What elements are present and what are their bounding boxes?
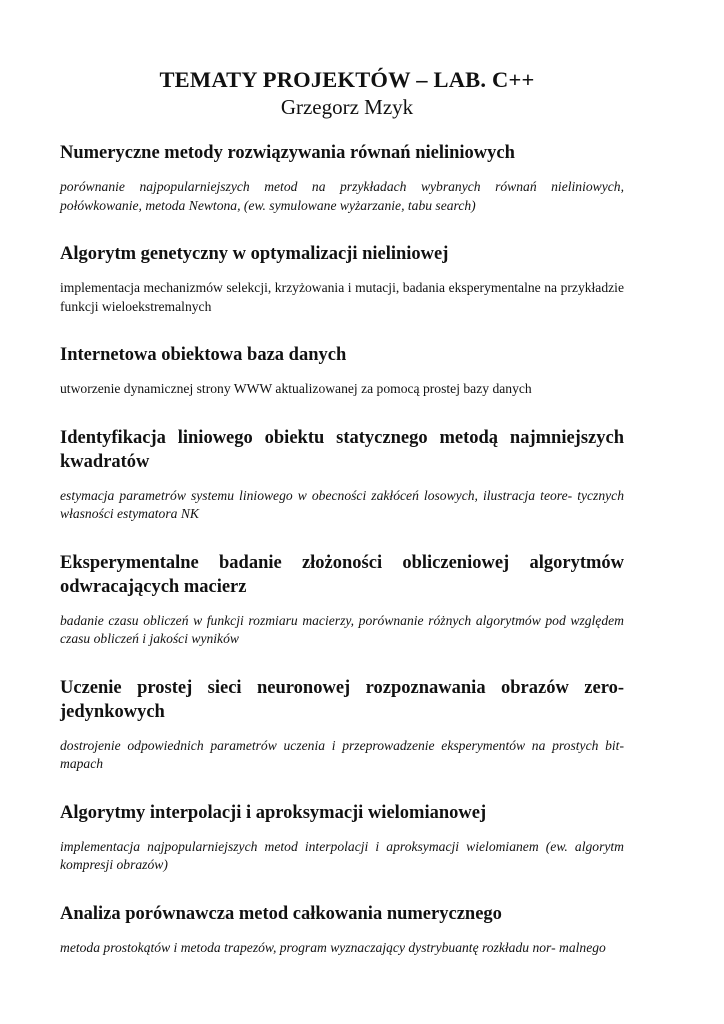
- topic-7: [60, 801, 624, 875]
- document-author: Grzegorz Mzyk: [280, 95, 414, 119]
- topic-title: Algorytm genetyczny w optymalizacji nieliniowej: [60, 244, 449, 264]
- topic-title: Uczenie prostej sieci neuronowej rozpoznawania obrazów zero-jedynkowych: [60, 677, 624, 722]
- topic-5: [60, 551, 624, 649]
- topic-description: implementacja mechanizmów selekcji, krzyżowania i mutacji, badania eksperymentalne na przykładzie funkcji wieloekstremalnych: [60, 280, 624, 314]
- document-title: TEMATY PROJEKTÓW – LAB. C++: [159, 67, 535, 92]
- topic-8: [60, 902, 624, 958]
- topic-2: [60, 242, 624, 316]
- topic-title: Eksperymentalne badanie złożoności obliczeniowej algorytmów odwracających macierz: [60, 552, 624, 597]
- topic-title: Algorytmy interpolacji i aproksymacji wielomianowej: [60, 802, 487, 823]
- topic-1: [60, 141, 624, 215]
- topic-description: badanie czasu obliczeń w funkcji rozmiaru macierzy, porównanie różnych algorytmów pod względem czasu obliczeń i jakości wyników: [60, 612, 624, 646]
- topic-4: [60, 426, 624, 524]
- topic-description: porównanie najpopularniejszych metod na przykładach wybranych równań nieliniowych, połówkowanie, metoda Newtona, (ew. symulowane wyżarzanie, tabu search): [60, 179, 624, 213]
- topic-title: Analiza porównawcza metod całkowania numerycznego: [60, 903, 502, 924]
- topic-6: [60, 676, 624, 774]
- topic-title: Numeryczne metody rozwiązywania równań nieliniowych: [60, 143, 515, 163]
- document-header: [70, 66, 624, 120]
- topic-description: metoda prostokątów i metoda trapezów, program wyznaczający dystrybuantę rozkładu nor- malnego: [60, 939, 606, 955]
- topic-description: estymacja parametrów systemu liniowego w obecności zakłóceń losowych, ilustracja teore- tycznych własności estymatora NK: [60, 487, 624, 521]
- topic-description: utworzenie dynamicznej strony WWW aktualizowanej za pomocą prostej bazy danych: [60, 381, 532, 396]
- topic-title: Identyfikacja liniowego obiektu statycznego metodą najmniejszych kwadratów: [60, 427, 624, 472]
- topic-description: implementacja najpopularniejszych metod interpolacji i aproksymacji wielomianem (ew. algorytm kompresji obrazów): [60, 838, 624, 872]
- topic-title: Internetowa obiektowa baza danych: [60, 345, 347, 365]
- topic-description: dostrojenie odpowiednich parametrów uczenia i przeprowadzenie eksperymentów na prostych bit-mapach: [60, 737, 624, 771]
- topic-3: [60, 343, 624, 399]
